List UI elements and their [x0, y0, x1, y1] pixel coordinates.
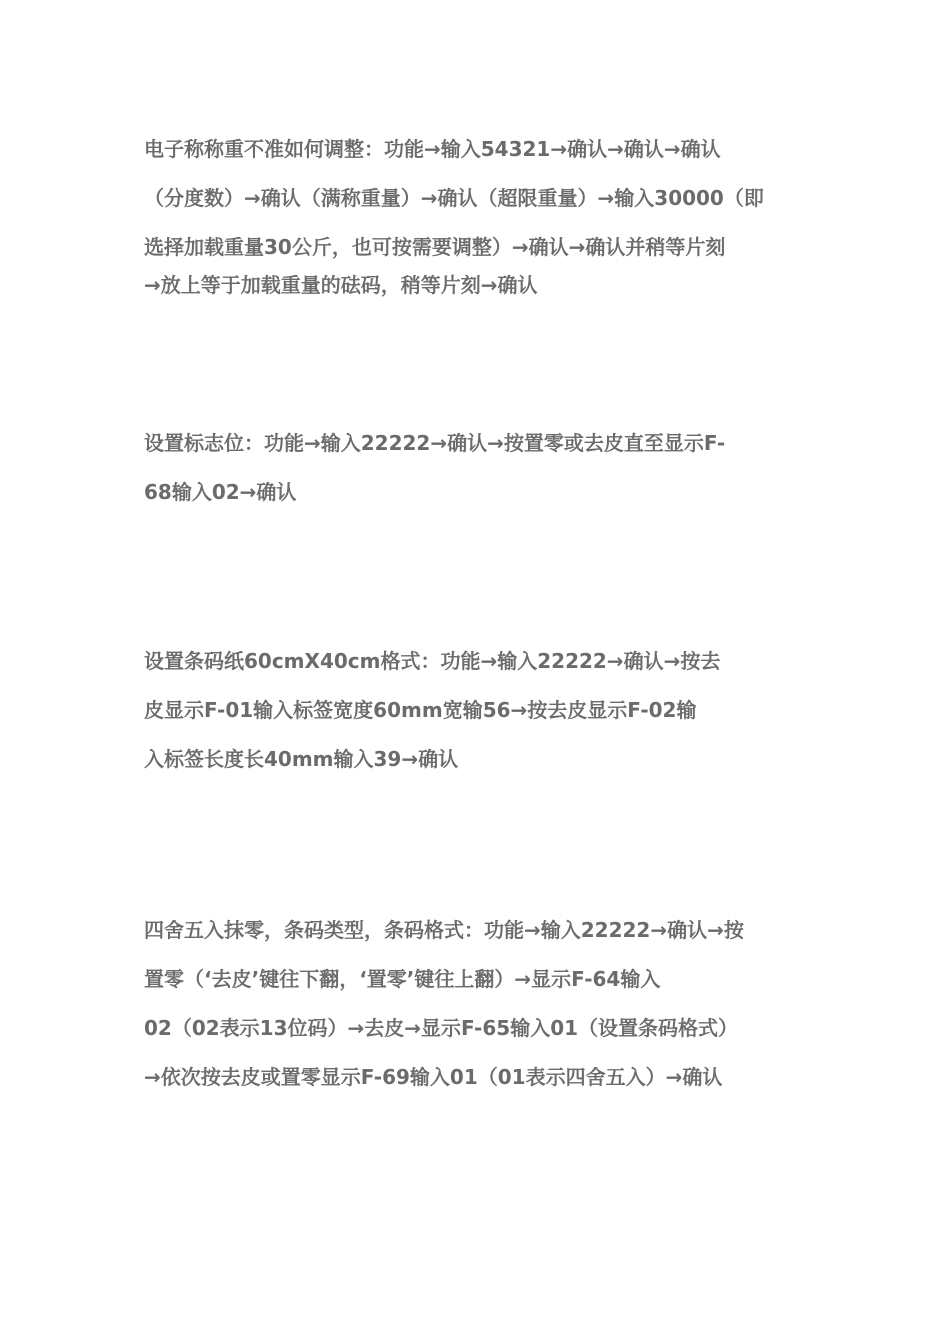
text-line: 电子称称重不准如何调整：功能→输入54321→确认→确认→确认 [144, 137, 721, 161]
text-line: 68输入02→确认 [144, 480, 297, 504]
paragraph-flag-setting [144, 428, 810, 507]
text-line: 置零（‘去皮’键往下翻，‘置零’键往上翻）→显示F-64输入 [144, 967, 661, 991]
paragraph-scale-calibration [144, 134, 810, 300]
text-line: （分度数）→确认（满称重量）→确认（超限重量）→输入30000（即 [144, 186, 764, 210]
text-line: 02（02表示13位码）→去皮→显示F-65输入01（设置条码格式） [144, 1016, 739, 1040]
paragraph-barcode-rounding [144, 915, 810, 1092]
text-line: →依次按去皮或置零显示F-69输入01（01表示四舍五入）→确认 [144, 1065, 723, 1089]
text-line: 四舍五入抹零，条码类型，条码格式：功能→输入22222→确认→按 [144, 918, 744, 942]
paragraph-label-format [144, 646, 810, 774]
text-line: 皮显示F-01输入标签宽度60mm宽输56→按去皮显示F-02输 [144, 698, 697, 722]
text-line: →放上等于加载重量的砝码，稍等片刻→确认 [144, 273, 538, 297]
text-line: 选择加载重量30公斤，也可按需要调整）→确认→确认并稍等片刻 [144, 235, 726, 259]
text-line: 入标签长度长40mm输入39→确认 [144, 747, 459, 771]
text-line: 设置标志位：功能→输入22222→确认→按置零或去皮直至显示F- [144, 431, 726, 455]
text-line: 设置条码纸60cmX40cm格式：功能→输入22222→确认→按去 [144, 649, 721, 673]
